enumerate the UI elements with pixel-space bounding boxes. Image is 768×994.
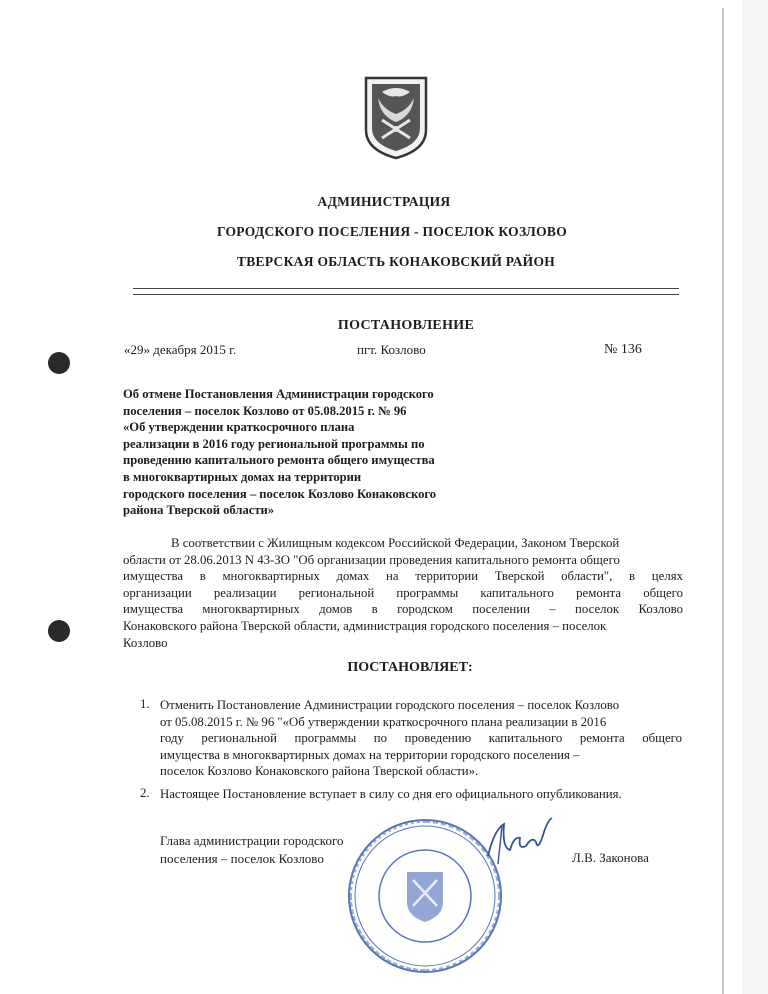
item-line: имущества в многоквартирных домах на территории городского поселения – <box>160 747 580 762</box>
item-number: 2. <box>140 786 150 800</box>
preamble-line: имущества в многоквартирных домах на территории Тверской области", в целях <box>123 569 683 584</box>
org-subtitle: ГОРОДСКОГО ПОСЕЛЕНИЯ - ПОСЕЛОК КОЗЛОВО <box>216 224 568 239</box>
coat-of-arms-icon <box>362 74 430 160</box>
doc-subject <box>123 386 483 519</box>
decree-item-1 <box>160 697 682 780</box>
subject-line: района Тверской области» <box>123 503 275 518</box>
preamble-line: имущества многоквартирных домов в городском поселении – поселок Козлово <box>123 602 683 617</box>
subject-line: проведению капитального ремонта общего имущества <box>123 453 435 468</box>
decree-item-2 <box>160 786 700 803</box>
preamble-line: Конаковского района Тверской области, администрация городского поселения – поселок <box>123 618 607 633</box>
punch-hole <box>48 352 70 374</box>
decree-heading: ПОСТАНОВЛЯЕТ: <box>347 660 473 675</box>
subject-line: городского поселения – поселок Козлово Конаковского <box>123 486 437 501</box>
item-number: 1. <box>140 697 150 711</box>
preamble-line: Козлово <box>123 635 168 650</box>
subject-line: в многоквартирных домах на территории <box>123 469 362 484</box>
preamble-line: В соответствии с Жилищным кодексом Российской Федерации, Законом Тверской <box>171 536 620 550</box>
subject-line: поселения – поселок Козлово от 05.08.2015 г. № 96 <box>123 403 407 418</box>
item-line: поселок Козлово Конаковского района Тверской области». <box>160 764 479 779</box>
punch-hole <box>48 620 70 642</box>
doc-place: пгт. Козлово <box>357 342 426 357</box>
subject-line: «Об утверждении краткосрочного плана <box>123 420 355 435</box>
preamble <box>123 535 683 651</box>
preamble-line: области от 28.06.2013 N 43-ЗО "Об организации проведения капитального ремонта общего <box>123 552 620 567</box>
item-line: Отменить Постановление Администрации городского поселения – поселок Козлово <box>160 698 620 712</box>
subject-line: реализации в 2016 году региональной программы по <box>123 436 425 451</box>
preamble-line: организации реализации региональной программы капитального ремонта общего <box>123 585 683 600</box>
signatory-name: Л.В. Законова <box>572 850 649 865</box>
doc-date: «29» декабря 2015 г. <box>124 342 237 357</box>
item-line: от 05.08.2015 г. № 96 "«Об утверждении краткосрочного плана реализации в 2016 <box>160 714 607 729</box>
doc-number: № 136 <box>604 342 642 357</box>
org-region: ТВЕРСКАЯ ОБЛАСТЬ КОНАКОВСКИЙ РАЙОН <box>236 254 556 269</box>
doc-type: ПОСТАНОВЛЕНИЕ <box>337 318 475 333</box>
subject-line: Об отмене Постановления Администрации городского <box>123 387 434 401</box>
header-divider <box>133 288 679 295</box>
scan-margin <box>742 0 768 994</box>
signature-mark <box>480 812 560 872</box>
signatory-position <box>160 832 343 868</box>
org-title: АДМИНИСТРАЦИЯ <box>317 194 451 209</box>
item-line: году региональной программы по проведению капитального ремонта общего <box>160 731 682 746</box>
page-edge <box>722 8 724 994</box>
item-line: Настоящее Постановление вступает в силу со дня его официального опубликования. <box>160 787 622 801</box>
position-line: Глава администрации городского <box>160 833 344 848</box>
position-line: поселения – поселок Козлово <box>160 851 324 866</box>
